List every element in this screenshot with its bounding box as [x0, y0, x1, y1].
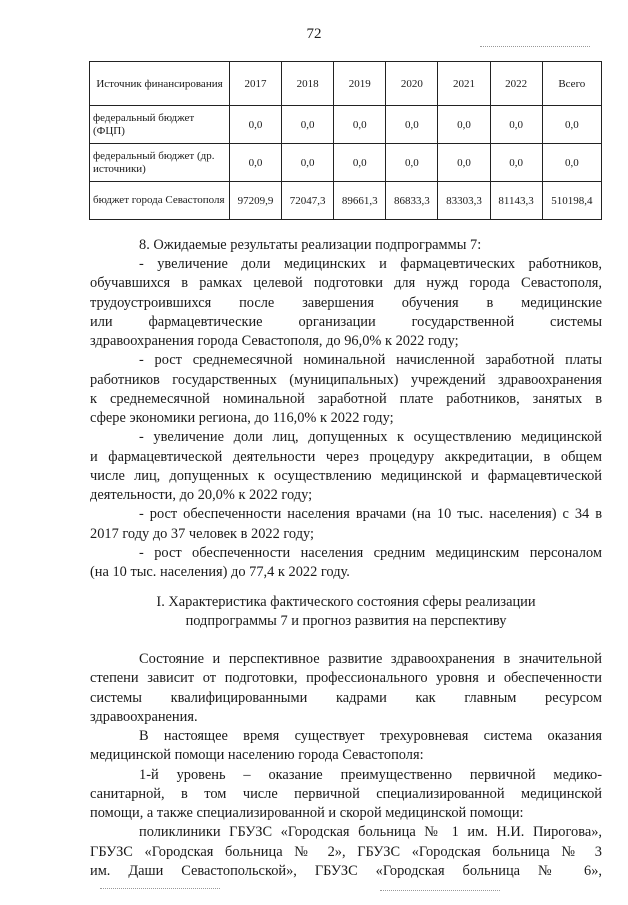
table-row [90, 182, 602, 220]
table-cell: 0,0 [334, 106, 386, 144]
section-I-p1-line: степени зависит от подготовки, профессионального уровня и обеспеченности [90, 670, 602, 686]
section-8-p3-line: деятельности, до 20,0% к 2022 году; [90, 487, 313, 503]
table-cell: 0,0 [542, 144, 601, 182]
section-I-p3-line: 1-й уровень – оказание преимущественно первичной медико- [139, 767, 602, 783]
section-8-p5-line: - рост обеспеченности населения средним медицинским персоналом [139, 545, 602, 561]
section-8-p1-line: или фармацевтические организации государственной системы [90, 314, 602, 330]
table-cell: 86833,3 [386, 182, 438, 220]
table-row-label: федеральный бюджет (ФЦП) [90, 106, 230, 144]
table-cell: 0,0 [490, 144, 542, 182]
section-8-p1-line: - увеличение доли медицинских и фармацевтических работников, [139, 256, 602, 272]
section-8-heading: 8. Ожидаемые результаты реализации подпрограммы 7: [139, 237, 482, 253]
section-I-p1-line: здравоохранения. [90, 709, 198, 725]
table-header-source: Источник финансирования [90, 62, 230, 106]
section-8-p5-line: (на 10 тыс. населения) до 77,4 к 2022 году. [90, 564, 350, 580]
table-cell: 0,0 [386, 106, 438, 144]
table-row [90, 144, 602, 182]
table-header-year: 2022 [490, 62, 542, 106]
table-cell: 0,0 [542, 106, 601, 144]
table-cell: 97209,9 [230, 182, 282, 220]
table-row-label: бюджет города Севастополя [90, 182, 230, 220]
table-cell: 0,0 [230, 144, 282, 182]
section-I-p4-line: ГБУЗС «Городская больница № 2», ГБУЗС «Городская больница № 3 [90, 844, 602, 860]
section-I-p3-line: помощи, а также специализированной и скорой медицинской помощи: [90, 805, 524, 821]
section-I-p2-line: медицинской помощи населению города Севастополя: [90, 747, 424, 763]
section-I-p1-line: системы квалифицированными кадрами как главным ресурсом [90, 690, 602, 706]
table-cell: 83303,3 [438, 182, 490, 220]
section-8-p1-line: здравоохранения города Севастополя, до 96,0% к 2022 году; [90, 333, 459, 349]
table-cell: 0,0 [438, 106, 490, 144]
table-header-year: 2020 [386, 62, 438, 106]
section-8-p2-line: к среднемесячной номинальной заработной плате работников, занятых в [90, 391, 602, 407]
section-I-p1-line: Состояние и перспективное развитие здравоохранения в значительной [139, 651, 602, 667]
section-8-p3-line: - увеличение доли лиц, допущенных к осуществлению медицинской [139, 429, 602, 445]
table-cell: 0,0 [282, 106, 334, 144]
table-cell: 0,0 [282, 144, 334, 182]
table-cell: 510198,4 [542, 182, 601, 220]
table-cell: 0,0 [386, 144, 438, 182]
section-I-title-line: I. Характеристика фактического состояния сферы реализации [156, 594, 536, 610]
section-I-title-line: подпрограммы 7 и прогноз развития на перспективу [185, 613, 507, 629]
scan-artifact [100, 888, 220, 890]
section-I-p4-line: поликлиники ГБУЗС «Городская больница № 1 им. Н.И. Пирогова», [139, 824, 602, 840]
section-I-p4-line: им. Даши Севастопольской», ГБУЗС «Городская больница № 6», [90, 863, 602, 879]
table-cell: 72047,3 [282, 182, 334, 220]
section-8-p3-line: числе лиц, допущенных к осуществлению медицинской и фармацевтической [90, 468, 602, 484]
table-cell: 0,0 [334, 144, 386, 182]
section-8-p4-line: 2017 году до 37 человек в 2022 году; [90, 526, 315, 542]
table-cell: 81143,3 [490, 182, 542, 220]
section-8-p1-line: обучавшихся в рамках целевой подготовки для нужд города Севастополя, [90, 275, 602, 291]
section-8-p2-line: - рост среднемесячной номинальной начисленной заработной платы [139, 352, 602, 368]
table-header-year: 2021 [438, 62, 490, 106]
table-header-total: Всего [542, 62, 601, 106]
table-header-year: 2019 [334, 62, 386, 106]
section-8-p2-line: сфере экономики региона, до 116,0% к 2022 году; [90, 410, 394, 426]
section-8-p3-line: и фармацевтической деятельности через процедуру аккредитации, в общем [90, 449, 602, 465]
table-cell: 0,0 [230, 106, 282, 144]
table-cell: 89661,3 [334, 182, 386, 220]
scan-artifact [480, 46, 590, 48]
table-row [90, 106, 602, 144]
page-number: 72 [306, 26, 322, 42]
table-header-row [90, 62, 602, 106]
scan-artifact [380, 890, 500, 892]
section-8-p4-line: - рост обеспеченности населения врачами (на 10 тыс. населения) с 34 в [139, 506, 602, 522]
section-8-p1-line: трудоустроившихся после завершения обучения в медицинские [90, 295, 602, 311]
table-header-year: 2018 [282, 62, 334, 106]
financing-table [89, 61, 602, 220]
table-header-year: 2017 [230, 62, 282, 106]
section-8-p2-line: работников государственных (муниципальных) учреждений здравоохранения [90, 372, 602, 388]
section-I-p2-line: В настоящее время существует трехуровневая система оказания [139, 728, 602, 744]
section-I-p3-line: санитарной, в том числе первичной специализированной медицинской [90, 786, 602, 802]
table-row-label: федеральный бюджет (др. источники) [90, 144, 230, 182]
table-cell: 0,0 [490, 106, 542, 144]
table-cell: 0,0 [438, 144, 490, 182]
